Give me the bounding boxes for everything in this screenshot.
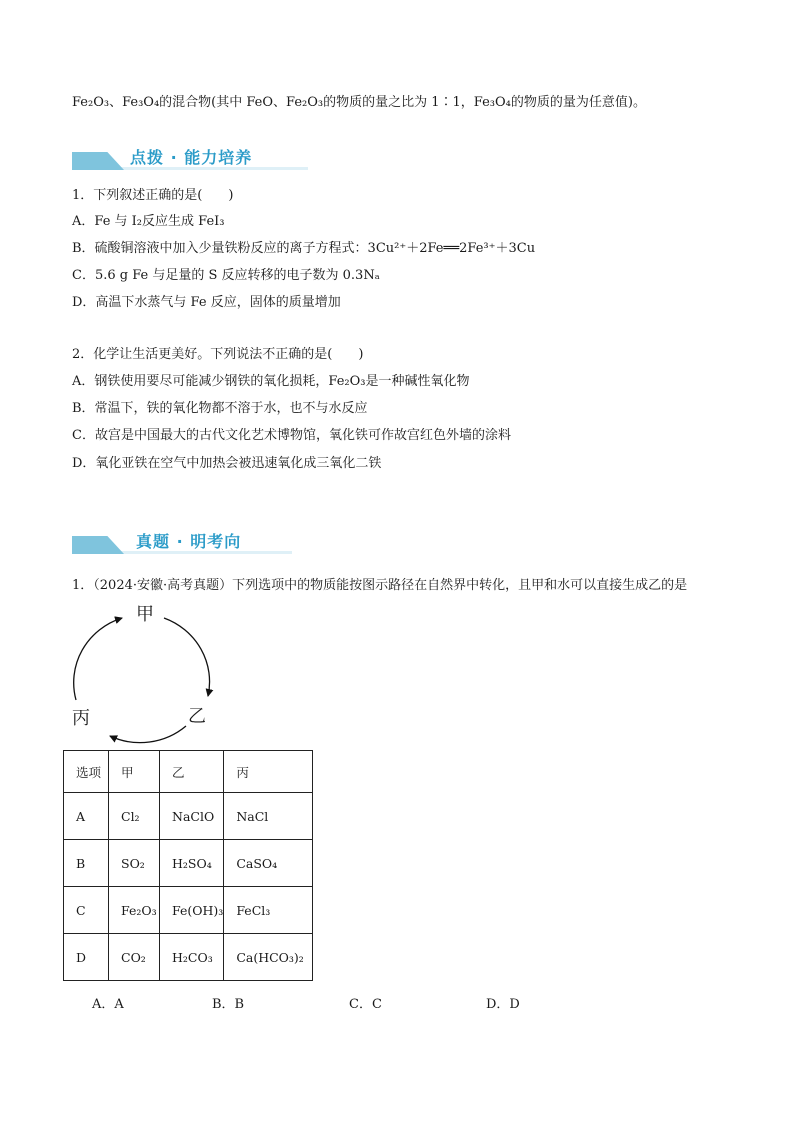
question-stem: 2．化学让生活更美好。下列说法不正确的是( ) [72, 347, 364, 362]
table-cell: D [64, 934, 109, 981]
arrow-yi-to-bing [110, 726, 186, 743]
table-row [64, 887, 313, 934]
node-jia: 甲 [136, 604, 154, 625]
header-tab-shape [72, 536, 124, 554]
table-row [64, 793, 313, 840]
question-stem: 1．下列叙述正确的是( ) [72, 188, 234, 203]
answer-d[interactable]: D．D [486, 997, 520, 1012]
table-cell: H₂SO₄ [160, 840, 224, 887]
table-row [64, 840, 313, 887]
table-cell: A [64, 793, 109, 840]
table-cell: H₂CO₃ [160, 934, 224, 981]
arrow-bing-to-jia [74, 618, 122, 700]
option-a: A．Fe 与 I₂反应生成 FeI₃ [72, 214, 225, 229]
section-title: 点拨 · 能力培养 [130, 148, 253, 167]
table-cell: CaSO₄ [224, 840, 313, 887]
header-tab-shape [72, 152, 124, 170]
option-d: D．氧化亚铁在空气中加热会被迅速氧化成三氧化二铁 [72, 456, 382, 471]
option-c: C．5.6 g Fe 与足量的 S 反应转移的电子数为 0.3Nₐ [72, 268, 380, 283]
table-cell: Fe(OH)₃ [160, 887, 224, 934]
section-header-ability [72, 142, 308, 174]
option-a: A．钢铁使用要尽可能减少钢铁的氧化损耗，Fe₂O₃是一种碱性氧化物 [72, 374, 470, 389]
table-header-row [64, 751, 313, 793]
option-c: C．故宫是中国最大的古代文化艺术博物馆，氧化铁可作故宫红色外墙的涂料 [72, 428, 511, 443]
table-header-cell: 乙 [160, 751, 224, 793]
option-d: D．高温下水蒸气与 Fe 反应，固体的质量增加 [72, 295, 341, 310]
table-header-cell: 甲 [109, 751, 160, 793]
arrow-jia-to-yi [164, 618, 210, 696]
table-cell: C [64, 887, 109, 934]
option-b: B．硫酸铜溶液中加入少量铁粉反应的离子方程式：3Cu²⁺＋2Fe══2Fe³⁺＋3Cu [72, 241, 536, 256]
question-stem: 1．（2024·安徽·高考真题）下列选项中的物质能按图示路径在自然界中转化，且甲和水可以直接生成乙的是 [72, 578, 688, 593]
table-header-cell: 丙 [224, 751, 313, 793]
table-cell: Cl₂ [109, 793, 160, 840]
table-cell: NaCl [224, 793, 313, 840]
table-row [64, 934, 313, 981]
table-cell: Fe₂O₃ [109, 887, 160, 934]
option-b: B．常温下，铁的氧化物都不溶于水，也不与水反应 [72, 401, 368, 416]
section-title: 真题 · 明考向 [136, 532, 242, 551]
table-cell: Ca(HCO₃)₂ [224, 934, 313, 981]
table-cell: B [64, 840, 109, 887]
answer-a[interactable]: A．A [92, 997, 124, 1012]
table-cell: FeCl₃ [224, 887, 313, 934]
answer-c[interactable]: C．C [349, 997, 382, 1012]
intro-line: Fe₂O₃、Fe₃O₄的混合物(其中 FeO、Fe₂O₃的物质的量之比为 1∶1，Fe₃O₄的物质的量为任意值)。 [72, 95, 646, 110]
answer-b[interactable]: B．B [212, 997, 245, 1012]
table-cell: NaClO [160, 793, 224, 840]
options-table [63, 750, 313, 981]
node-bing: 丙 [72, 708, 90, 729]
table-header-cell: 选项 [64, 751, 109, 793]
table-cell: SO₂ [109, 840, 160, 887]
table-cell: CO₂ [109, 934, 160, 981]
node-yi: 乙 [188, 706, 206, 727]
section-header-exam [72, 526, 292, 558]
cycle-diagram [60, 598, 230, 750]
